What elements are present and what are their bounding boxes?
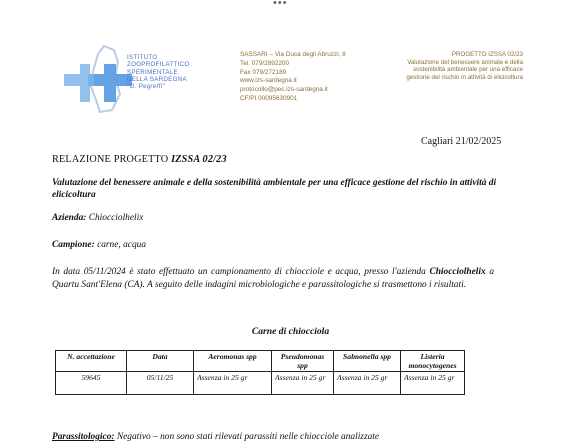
project-line: gestione del rischio in attività di elicicoltura <box>406 73 523 81</box>
table-cell: Assenza in 25 gr <box>272 372 334 395</box>
table-row <box>56 372 465 395</box>
contact-line: Tel. 079/2892200 <box>240 59 290 67</box>
table-header: Salmonella spp <box>334 351 401 372</box>
institute-line: ISTITUTO <box>127 54 158 61</box>
azienda-value: Chiocciolhelix <box>86 213 144 223</box>
contact-line: CF/PI 00095630901 <box>240 94 298 102</box>
results-table <box>55 350 465 395</box>
institute-line: "G. Pegreffi" <box>127 83 165 91</box>
parasitology-line <box>52 432 379 442</box>
contact-line: Fax 079/272189 <box>240 68 287 76</box>
report-code: IZSSA 02/23 <box>171 154 227 165</box>
table-title: Carne di chiocciola <box>251 326 330 337</box>
institute-line: SPERIMENTALE <box>127 68 178 76</box>
table-cell: Assenza in 25 gr <box>194 372 272 395</box>
campione-line <box>52 240 146 250</box>
contact-info <box>240 51 346 104</box>
table-cell: Assenza in 25 gr <box>401 372 465 395</box>
campione-value: carne, acqua <box>94 240 147 250</box>
project-line: Valutazione del benessere animale e della <box>407 58 523 66</box>
campione-label: Campione: <box>52 240 95 250</box>
table-header: Listeria monocytogenes <box>401 351 465 372</box>
report-title <box>52 154 227 165</box>
parasitology-label: Parassitologico: <box>52 432 115 442</box>
institute-line: DELLA SARDEGNA <box>127 75 187 83</box>
parasitology-text: Negativo – non sono stati rilevati parassiti nelle chiocciole analizzate <box>114 432 380 442</box>
table-header: Aeromonas spp <box>194 351 272 372</box>
table-header: N. accettazione <box>56 351 127 372</box>
table-header-row <box>56 351 465 372</box>
top-dots: ••• <box>273 0 288 9</box>
report-title-prefix: RELAZIONE PROGETTO <box>52 154 172 165</box>
table-cell: 59645 <box>56 372 127 395</box>
table-header: Pseudomonas spp <box>272 351 334 372</box>
contact-line: protocollo@pec.izs-sardegna.it <box>240 86 328 94</box>
table-header: Data <box>127 351 194 372</box>
azienda-label: Azienda: <box>52 213 87 223</box>
table-cell: 05/11/25 <box>127 372 194 395</box>
intro-company: Chiocciolhelix <box>429 267 486 277</box>
institute-name <box>127 54 189 90</box>
report-subject: Valutazione del benessere animale e della sostenibilità ambientale per una efficace gestione del rischio in attività di elicicoltura <box>52 178 497 200</box>
project-line: sostenibilità ambientale per una efficace <box>413 66 523 74</box>
intro-paragraph <box>52 266 494 292</box>
institute-line: ZOOPROFILATTICO <box>127 61 190 69</box>
document-date: Cagliari 21/02/2025 <box>421 136 502 147</box>
project-line: PROGETTO IZSSA 02/23 <box>451 51 523 58</box>
intro-text-end: a Quartu Sant'Elena (CA). A seguito delle indagini microbiologiche e parassitologiche si trasmettono i risultati. <box>52 267 494 290</box>
contact-line: www.izs-sardegna.it <box>240 77 297 85</box>
azienda-line <box>52 213 143 223</box>
project-header <box>406 51 523 81</box>
table-cell: Assenza in 25 gr <box>334 372 401 395</box>
intro-text: In data 05/11/2024 è stato effettuato un campionamento di chiocciole e acqua, presso l'azienda <box>52 267 430 277</box>
contact-line: SASSARI – Via Duca degli Abruzzi, 8 <box>240 51 346 58</box>
